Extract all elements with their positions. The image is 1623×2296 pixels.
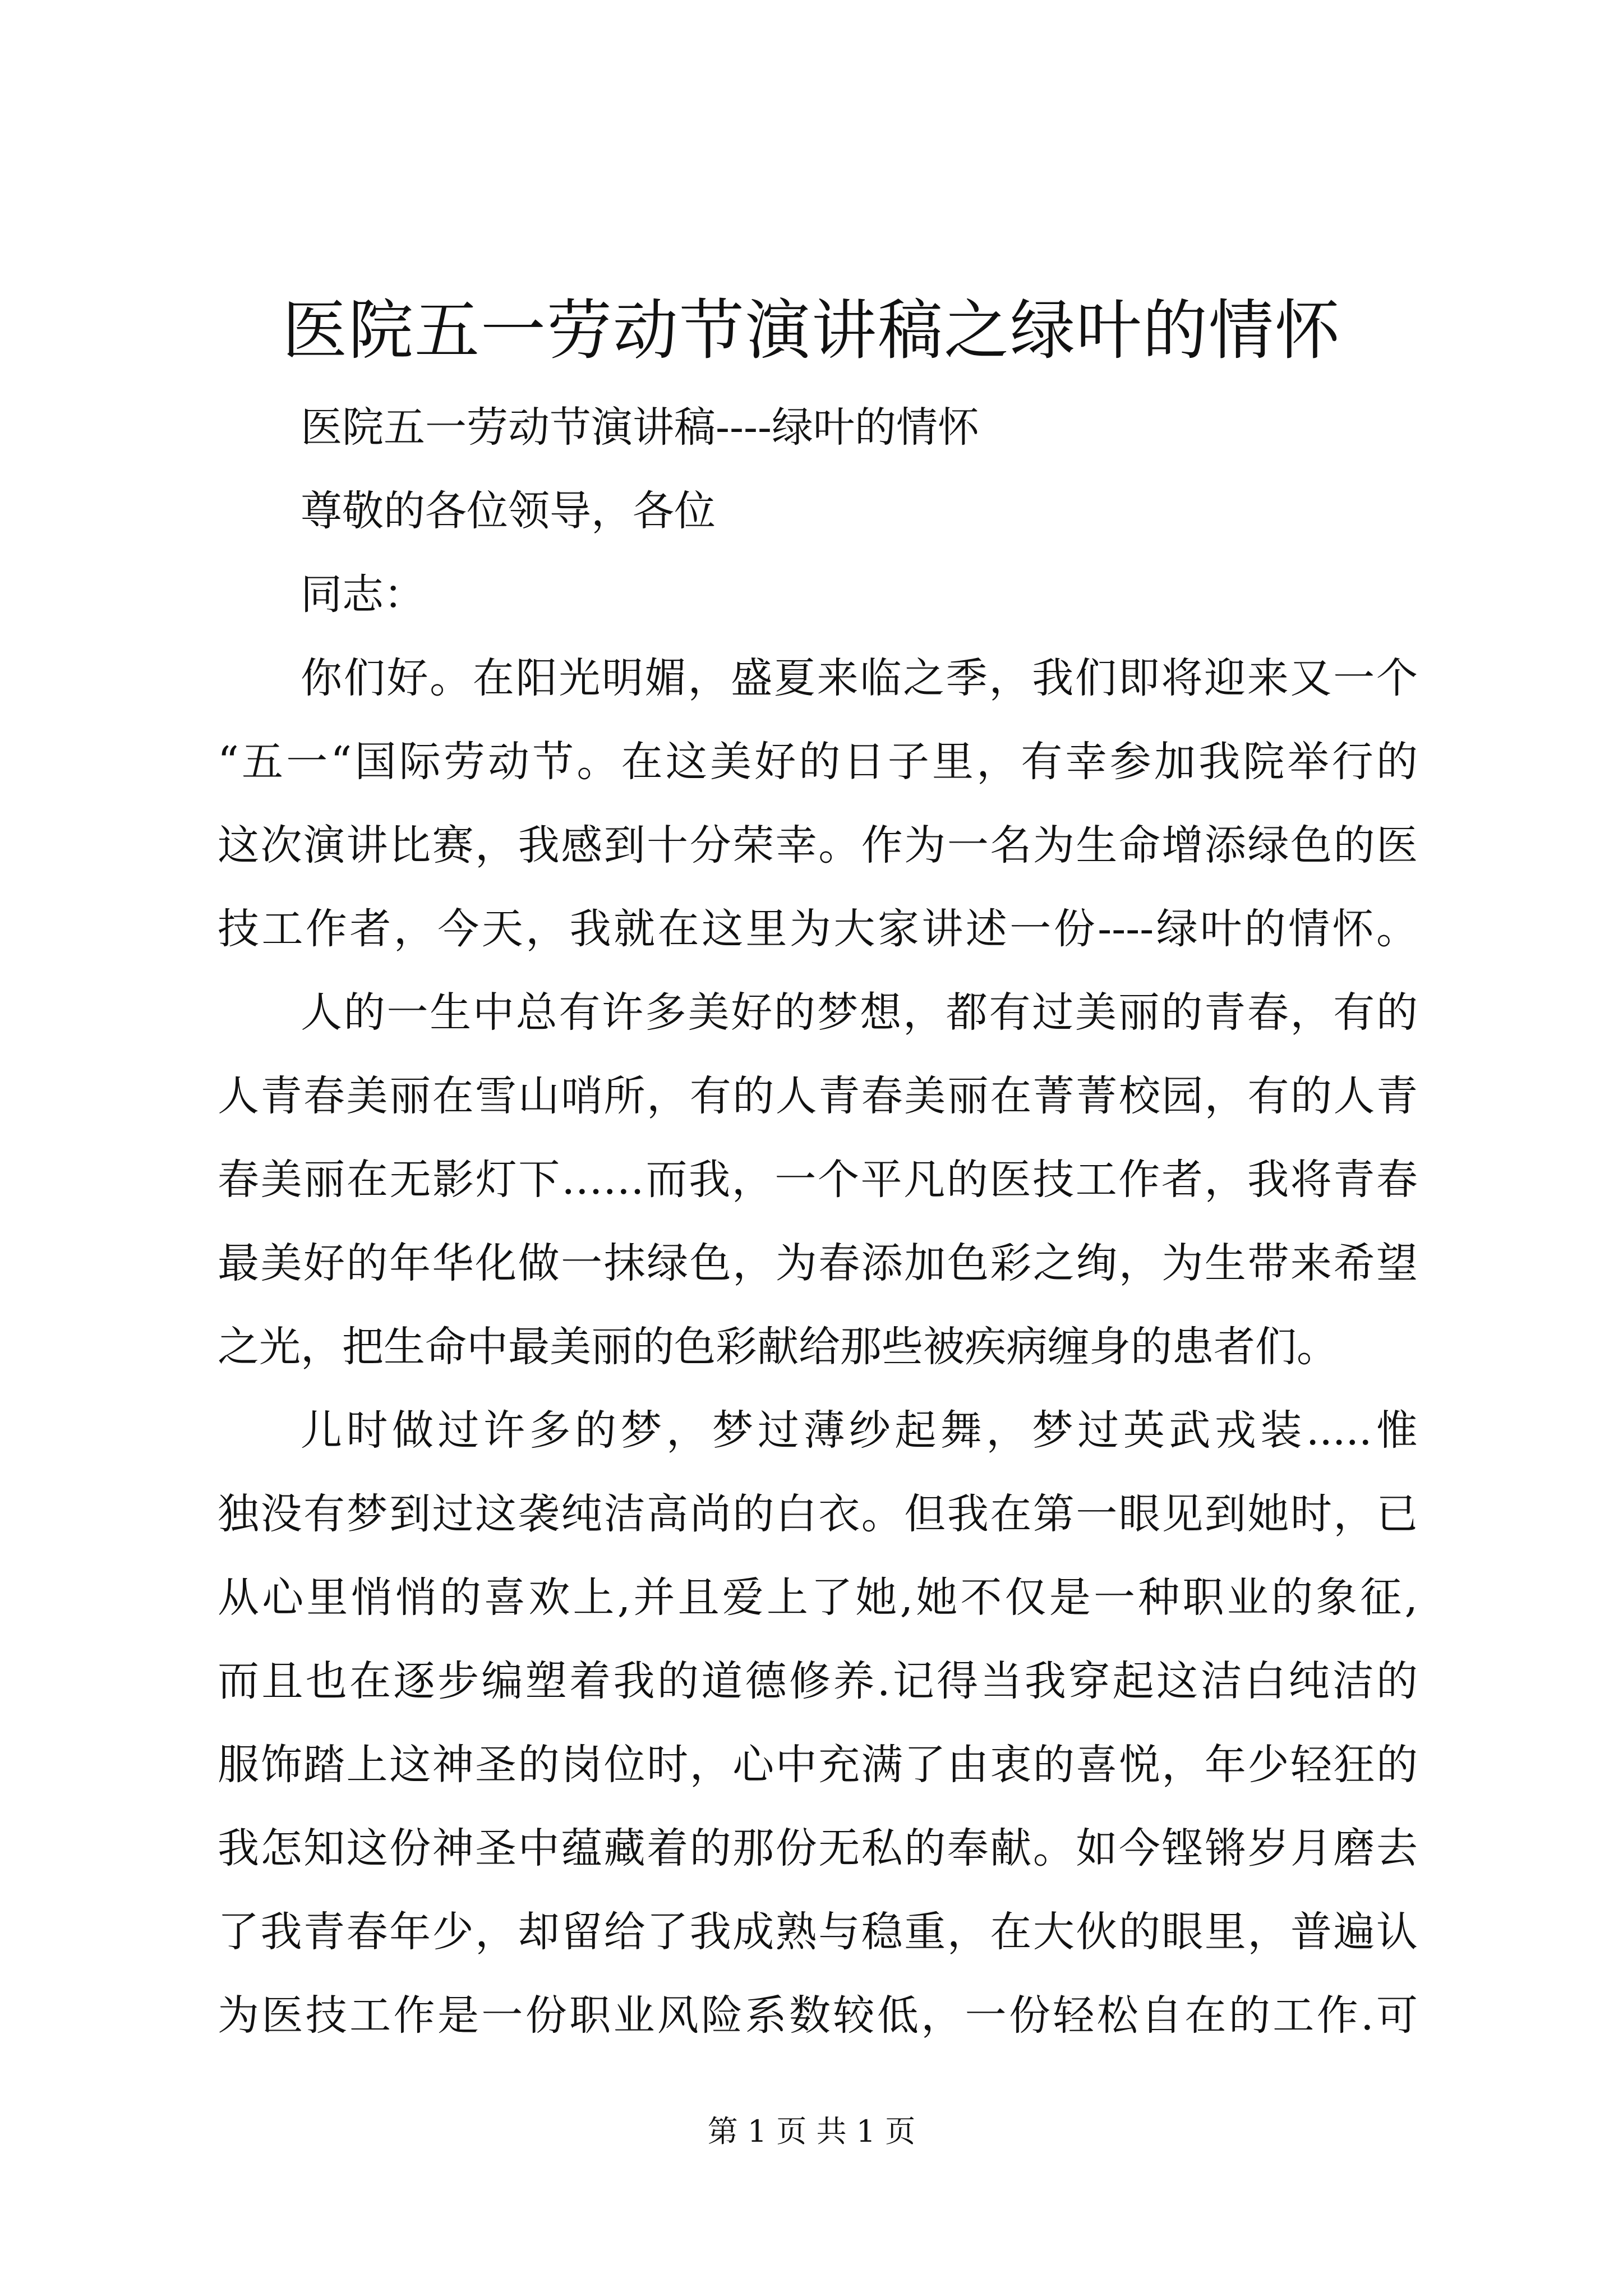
text-line: 医院五一劳动节演讲稿----绿叶的情怀 — [301, 403, 980, 452]
text-line: “五一“国际劳动节。在这美好的日子里，有幸参加我院举行的 — [218, 738, 1418, 786]
text-line: 技工作者，今天，我就在这里为大家讲述一份----绿叶的情怀。 — [218, 905, 1418, 953]
text-line: 你们好。在阳光明媚，盛夏来临之季，我们即将迎来又一个 — [301, 654, 1418, 702]
text-line: 尊敬的各位领导，各位 — [301, 487, 716, 535]
text-line: 人的一生中总有许多美好的梦想，都有过美丽的青春，有的 — [301, 988, 1418, 1037]
text-line: 最美好的年华化做一抹绿色，为春添加色彩之绚，为生带来希望 — [218, 1239, 1418, 1287]
text-line: 同志： — [301, 570, 425, 619]
text-line: 我怎知这份神圣中蕴藏着的那份无私的奉献。如今铿锵岁月磨去 — [218, 1824, 1418, 1872]
page-number-footer: 第 1 页 共 1 页 — [707, 2114, 916, 2149]
text-line: 人青春美丽在雪山哨所，有的人青春美丽在菁菁校园，有的人青 — [218, 1072, 1418, 1120]
document-body — [218, 386, 1418, 2058]
text-line: 服饰踏上这神圣的岗位时，心中充满了由衷的喜悦，年少轻狂的 — [218, 1741, 1418, 1789]
text-line: 春美丽在无影灯下……而我，一个平凡的医技工作者，我将青春 — [218, 1156, 1418, 1204]
text-line: 而且也在逐步编塑着我的道德修养.记得当我穿起这洁白纯洁的 — [218, 1657, 1418, 1705]
text-line: 为医技工作是一份职业风险系数较低，一份轻松自在的工作.可 — [218, 1991, 1418, 2040]
text-line: 了我青春年少，却留给了我成熟与稳重，在大伙的眼里，普遍认 — [218, 1908, 1418, 1956]
text-line: 之光，把生命中最美丽的色彩献给那些被疾病缠身的患者们。 — [218, 1323, 1338, 1371]
text-line: 这次演讲比赛，我感到十分荣幸。作为一名为生命增添绿色的医 — [218, 821, 1418, 869]
text-line: 从心里悄悄的喜欢上,并且爱上了她,她不仅是一种职业的象征, — [218, 1573, 1418, 1622]
document-title: 医院五一劳动节演讲稿之绿叶的情怀 — [282, 293, 1341, 369]
text-line: 独没有梦到过这袭纯洁高尚的白衣。但我在第一眼见到她时，已 — [218, 1490, 1418, 1538]
text-line: 儿时做过许多的梦，梦过薄纱起舞，梦过英武戎装.....惟 — [301, 1406, 1418, 1455]
